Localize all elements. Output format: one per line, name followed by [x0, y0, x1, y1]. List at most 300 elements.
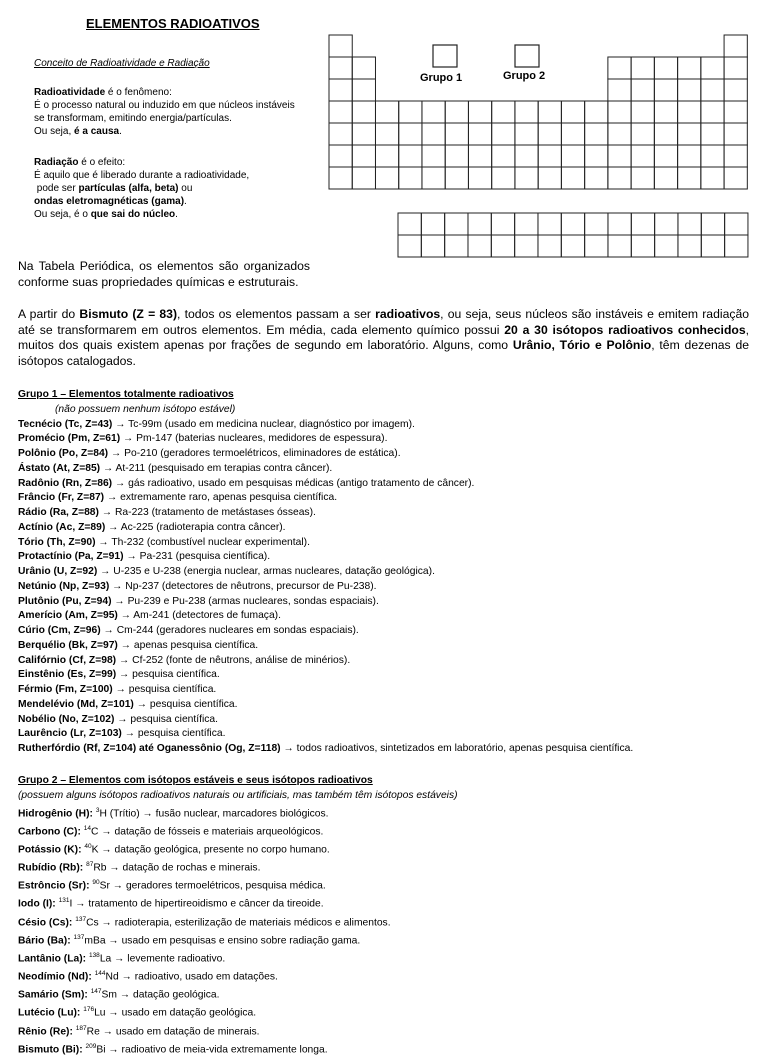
- radiation-line2-prefix: pode ser: [34, 183, 79, 194]
- list-item: [18, 840, 758, 858]
- element-description: → levemente radioativo.: [111, 953, 226, 965]
- mass-number: 209: [85, 1042, 97, 1050]
- radiation-line2-bold: partículas (alfa, beta): [78, 183, 179, 194]
- element-name: Lutécio (Lu):: [18, 1007, 81, 1019]
- table-cell: [655, 213, 678, 235]
- isotope-symbol: Lu: [94, 1007, 106, 1019]
- table-cell: [515, 101, 538, 123]
- table-cell: [352, 123, 375, 145]
- element-name: Césio (Cs):: [18, 916, 73, 928]
- element-name: Rênio (Re):: [18, 1025, 73, 1037]
- table-cell: [492, 145, 515, 167]
- table-cell: [538, 213, 561, 235]
- paragraph-part-5: , têm dezenas de isótopos catalogados.: [18, 338, 750, 368]
- radiation-line2-suffix: ou: [178, 183, 193, 194]
- mass-number: 138: [88, 951, 100, 959]
- mass-number: 90: [92, 879, 100, 887]
- table-cell: [538, 235, 561, 257]
- element-name: Cúrio (Cm, Z=96): [18, 625, 101, 636]
- list-item: [18, 521, 758, 536]
- element-description: → pesquisa científica.: [116, 669, 220, 681]
- table-cell: [352, 101, 375, 123]
- list-item: [18, 565, 758, 580]
- element-name: Nobélio (No, Z=102): [18, 713, 115, 725]
- isotope-symbol: Sm: [101, 989, 117, 1001]
- list-item: [18, 894, 758, 912]
- table-cell: [678, 145, 701, 167]
- table-cell: [678, 57, 701, 79]
- table-cell: [701, 123, 724, 145]
- concept-heading: Conceito de Radioatividade e Radiação: [34, 58, 210, 69]
- element-name: Potássio (K):: [18, 844, 82, 856]
- table-cell: [375, 167, 398, 189]
- element-name: Samário (Sm):: [18, 989, 88, 1001]
- element-description: → Tc-99m (usado em medicina nuclear, diagnóstico por imagem).: [112, 418, 415, 430]
- table-cell: [654, 167, 677, 189]
- list-item: [18, 639, 758, 654]
- list-item: [18, 985, 758, 1003]
- element-name: Lantânio (La):: [18, 953, 87, 965]
- element-name: Rubídio (Rb):: [18, 862, 84, 874]
- element-name: Bismuto (Bi):: [18, 1044, 83, 1056]
- list-item: [18, 418, 758, 433]
- element-description: → usado em datação de minerais.: [99, 1025, 260, 1037]
- table-cell: [399, 145, 422, 167]
- element-description: → Cm-244 (geradores nucleares em sondas espaciais).: [100, 625, 359, 636]
- element-description: → Th-232 (combustível nuclear experimental).: [95, 536, 310, 548]
- radiation-term: Radiação: [34, 157, 79, 168]
- table-cell: [468, 213, 491, 235]
- table-cell: [701, 167, 724, 189]
- element-description: → Ac-225 (radioterapia contra câncer).: [105, 521, 286, 533]
- table-cell: [422, 145, 445, 167]
- list-item: [18, 654, 758, 669]
- page-title: ELEMENTOS RADIOATIVOS: [86, 16, 260, 31]
- table-cell: [329, 35, 352, 57]
- table-cell: [654, 145, 677, 167]
- table-cell: [421, 235, 444, 257]
- table-cell: [329, 123, 352, 145]
- table-cell: [515, 123, 538, 145]
- table-cell: [724, 57, 747, 79]
- table-cell: [561, 101, 584, 123]
- element-name: Iodo (I):: [18, 898, 56, 910]
- element-name: Protactínio (Pa, Z=91): [18, 551, 124, 563]
- table-cell: [492, 123, 515, 145]
- mass-number: 176: [83, 1006, 95, 1014]
- element-description: → Pu-239 e Pu-238 (armas nucleares, sondas espaciais).: [111, 595, 379, 607]
- isotope-symbol: C: [91, 826, 99, 838]
- paragraph-bold-2: radioativos: [375, 307, 441, 321]
- mass-number: 137: [73, 933, 85, 941]
- group1-label: Grupo 1: [420, 72, 463, 84]
- element-description: → datação de rochas e minerais.: [106, 862, 261, 874]
- table-cell: [631, 235, 654, 257]
- table-cell: [608, 213, 631, 235]
- intro-paragraph: Na Tabela Periódica, os elementos são organizados conforme suas propriedades químicas e estruturais.: [18, 259, 310, 289]
- table-cell: [585, 101, 608, 123]
- table-cell: [654, 123, 677, 145]
- table-cell: [561, 123, 584, 145]
- table-cell: [631, 101, 654, 123]
- list-item: [18, 506, 758, 521]
- element-description: → Am-241 (detectores de fumaça).: [117, 610, 281, 622]
- mass-number: 3: [95, 806, 100, 814]
- element-name: Rádio (Ra, Z=88): [18, 507, 99, 518]
- table-cell: [701, 101, 724, 123]
- radioactivity-line2: se transformam, emitindo energia/partículas.: [34, 113, 232, 124]
- radiation-summary-prefix: Ou seja, é o: [34, 209, 91, 220]
- group1-heading: Grupo 1 – Elementos totalmente radioativos: [18, 389, 234, 400]
- table-cell: [492, 167, 515, 189]
- table-cell: [701, 79, 724, 101]
- table-cell: [352, 57, 375, 79]
- list-item: [18, 876, 758, 894]
- radiation-line3-bold: ondas eletromagnéticas (gama): [34, 196, 185, 207]
- table-cell: [329, 167, 352, 189]
- element-name: Einstênio (Es, Z=99): [18, 669, 117, 681]
- table-cell: [375, 145, 398, 167]
- group2-subheading: (possuem alguns isótopos radioativos naturais ou artificiais, mas também têm isótopos estáveis): [18, 789, 458, 801]
- table-cell: [608, 235, 631, 257]
- table-cell: [538, 123, 561, 145]
- radioactivity-summary-bold: é a causa: [74, 126, 120, 137]
- table-cell: [608, 57, 631, 79]
- group1-marker-box: [433, 45, 457, 67]
- isotope-symbol: La: [99, 953, 112, 965]
- table-cell: [608, 145, 631, 167]
- radiation-summary-bold: que sai do núcleo: [90, 209, 176, 220]
- table-cell: [678, 123, 701, 145]
- radioactivity-summary-prefix: Ou seja,: [34, 126, 75, 137]
- list-item: [18, 967, 758, 985]
- element-name: Frâncio (Fr, Z=87): [18, 492, 105, 504]
- list-item: [18, 804, 758, 822]
- list-item: [18, 580, 758, 595]
- table-cell: [701, 145, 724, 167]
- element-description: → pesquisa científica.: [112, 684, 217, 695]
- table-cell: [538, 101, 561, 123]
- element-name: Polônio (Po, Z=84): [18, 448, 109, 459]
- mass-number: 87: [86, 861, 94, 869]
- element-name: Neodímio (Nd):: [18, 971, 92, 983]
- isotope-symbol: mBa: [84, 935, 106, 947]
- paragraph-part-1: A partir do: [18, 307, 80, 321]
- group1-subheading: (não possuem nenhum isótopo estável): [55, 403, 236, 415]
- table-cell: [631, 213, 654, 235]
- table-cell: [445, 101, 468, 123]
- table-cell: [399, 167, 422, 189]
- element-description: → extremamente raro, apenas pesquisa científica.: [104, 492, 338, 504]
- table-cell: [422, 167, 445, 189]
- element-description: → Pm-147 (baterias nucleares, medidores de espessura).: [120, 433, 388, 445]
- radiation-line3-suffix: .: [184, 196, 187, 207]
- element-name: Hidrogênio (H):: [18, 807, 93, 819]
- table-cell: [724, 145, 747, 167]
- list-item: [18, 1022, 758, 1040]
- element-description: → pesquisa científica.: [114, 713, 218, 725]
- element-name: Plutônio (Pu, Z=94): [18, 595, 112, 607]
- list-item: [18, 742, 758, 757]
- list-item: [18, 491, 758, 506]
- list-item: [18, 931, 758, 949]
- group2-label: Grupo 2: [503, 70, 546, 82]
- table-cell: [724, 167, 747, 189]
- table-cell: [352, 145, 375, 167]
- mass-number: 131: [58, 897, 70, 905]
- radiation-summary-suffix: .: [175, 209, 178, 220]
- isotope-symbol: Nd: [105, 971, 119, 983]
- table-cell: [445, 145, 468, 167]
- element-description: → Ra-223 (tratamento de metástases ósseas).: [98, 507, 316, 518]
- isotope-symbol: Rb: [93, 862, 107, 874]
- table-cell: [421, 213, 444, 235]
- group2-marker-box: [515, 45, 539, 67]
- isotope-symbol: I: [69, 898, 73, 910]
- table-cell: [399, 101, 422, 123]
- table-cell: [329, 79, 352, 101]
- list-item: [18, 698, 758, 713]
- periodic-table-outline: [0, 0, 768, 270]
- element-name: Tecnécio (Tc, Z=43): [18, 418, 113, 430]
- table-cell: [725, 213, 748, 235]
- element-name: Bário (Ba):: [18, 935, 71, 947]
- table-cell: [468, 101, 491, 123]
- element-name: Promécio (Pm, Z=61): [18, 433, 121, 445]
- table-cell: [329, 145, 352, 167]
- list-item: [18, 668, 758, 683]
- element-name: Rutherfórdio (Rf, Z=104) até Oganessônio (Og, Z=118): [18, 743, 281, 754]
- table-cell: [725, 235, 748, 257]
- radiation-line1: É aquilo que é liberado durante a radioatividade,: [34, 170, 250, 181]
- table-cell: [701, 235, 724, 257]
- table-cell: [375, 101, 398, 123]
- list-item: [18, 683, 758, 698]
- table-cell: [445, 167, 468, 189]
- isotope-symbol: H: [99, 807, 107, 819]
- table-cell: [561, 167, 584, 189]
- element-description: → radioativo, usado em datações.: [118, 971, 278, 983]
- table-cell: [492, 101, 515, 123]
- group2-list: [18, 804, 758, 1058]
- table-cell: [329, 57, 352, 79]
- element-description: → Pa-231 (pesquisa científica).: [123, 551, 271, 563]
- radioactivity-line1: É o processo natural ou induzido em que núcleos instáveis: [34, 100, 295, 111]
- table-cell: [515, 145, 538, 167]
- element-description: (Trítio) → fusão nuclear, marcadores biológicos.: [106, 807, 329, 819]
- isotope-symbol: Sr: [99, 880, 110, 892]
- table-cell: [468, 167, 491, 189]
- table-cell: [491, 235, 514, 257]
- list-item: [18, 913, 758, 931]
- list-item: [18, 949, 758, 967]
- element-description: → geradores termoelétricos, pesquisa médica.: [109, 880, 326, 892]
- table-cell: [468, 145, 491, 167]
- table-cell: [422, 101, 445, 123]
- element-description: → pesquisa científica.: [121, 728, 226, 740]
- list-item: [18, 713, 758, 728]
- mass-number: 40: [84, 842, 92, 850]
- list-item: [18, 1040, 758, 1058]
- radiation-is: é o efeito:: [78, 157, 126, 168]
- group2-heading: Grupo 2 – Elementos com isótopos estáveis e seus isótopos radioativos: [18, 775, 373, 786]
- table-cell: [538, 145, 561, 167]
- table-cell: [678, 79, 701, 101]
- list-item: [18, 447, 758, 462]
- mass-number: 14: [83, 824, 92, 832]
- element-description: → gás radioativo, usado em pesquisas médicas (antigo tratamento de câncer).: [112, 477, 475, 489]
- element-description: → usado em datação geológica.: [105, 1007, 257, 1019]
- table-cell: [608, 123, 631, 145]
- radioactivity-summary-suffix: .: [119, 126, 122, 137]
- isotope-symbol: K: [91, 844, 99, 856]
- list-item: [18, 536, 758, 551]
- table-cell: [678, 213, 701, 235]
- element-description: → datação de fósseis e materiais arqueológicos.: [98, 826, 324, 838]
- element-description: → usado em pesquisas e ensino sobre radiação gama.: [105, 935, 361, 947]
- element-description: → U-235 e U-238 (energia nuclear, armas nucleares, datação geológica).: [97, 566, 435, 577]
- element-name: Férmio (Fm, Z=100): [18, 684, 113, 695]
- element-description: → At-211 (pesquisado em terapias contra câncer).: [100, 462, 333, 474]
- radioactivity-is: é o fenômeno:: [105, 87, 172, 98]
- table-cell: [678, 235, 701, 257]
- element-name: Mendelévio (Md, Z=101): [18, 698, 134, 710]
- paragraph-bold-3: 20 a 30 isótopos radioativos conhecidos: [504, 322, 746, 337]
- list-item: [18, 550, 758, 565]
- list-item: [18, 432, 758, 447]
- element-name: Urânio (U, Z=92): [18, 566, 98, 577]
- paragraph-part-4: , muitos dos quais existem apenas por frações de segundo em laboratório. Alguns, como: [18, 322, 750, 352]
- table-cell: [678, 101, 701, 123]
- element-name: Califórnio (Cf, Z=98): [18, 654, 117, 666]
- table-cell: [561, 235, 584, 257]
- table-cell: [561, 145, 584, 167]
- element-description: → todos radioativos, sintetizados em laboratório, apenas pesquisa científica.: [280, 743, 634, 754]
- table-cell: [445, 123, 468, 145]
- list-item: [18, 462, 758, 477]
- isotope-symbol: Cs: [86, 916, 99, 928]
- table-cell: [398, 235, 421, 257]
- list-item: [18, 595, 758, 610]
- element-description: → Cf-252 (fonte de nêutrons, análise de minérios).: [116, 654, 351, 666]
- element-description: → apenas pesquisa científica.: [117, 639, 259, 651]
- table-cell: [515, 213, 538, 235]
- element-name: Netúnio (Np, Z=93): [18, 580, 110, 592]
- table-cell: [701, 213, 724, 235]
- table-cell: [724, 79, 747, 101]
- table-cell: [468, 235, 491, 257]
- table-cell: [352, 167, 375, 189]
- list-item: [18, 477, 758, 492]
- isotope-symbol: Bi: [96, 1044, 106, 1056]
- mass-number: 187: [75, 1024, 87, 1032]
- isotope-symbol: Re: [86, 1025, 100, 1037]
- table-cell: [608, 79, 631, 101]
- table-cell: [631, 123, 654, 145]
- list-item: [18, 624, 758, 639]
- table-cell: [585, 123, 608, 145]
- table-cell: [724, 101, 747, 123]
- element-name: Berquélio (Bk, Z=97): [18, 639, 118, 651]
- list-item: [18, 822, 758, 840]
- table-cell: [515, 167, 538, 189]
- element-name: Ástato (At, Z=85): [18, 462, 101, 474]
- periodic-table-cells: [329, 35, 748, 257]
- table-cell: [701, 57, 724, 79]
- element-name: Radônio (Rn, Z=86): [18, 477, 113, 489]
- mass-number: 147: [90, 988, 102, 996]
- table-cell: [631, 167, 654, 189]
- element-description: → pesquisa científica.: [133, 698, 238, 710]
- element-description: → tratamento de hipertireoidismo e câncer da tireoide.: [72, 898, 324, 910]
- mass-number: 137: [75, 915, 87, 923]
- table-cell: [608, 101, 631, 123]
- table-cell: [654, 57, 677, 79]
- element-description: → Po-210 (geradores termoelétricos, eliminadores de estática).: [108, 448, 401, 459]
- group1-list: [18, 418, 758, 757]
- table-cell: [491, 213, 514, 235]
- table-cell: [422, 123, 445, 145]
- bismuth-paragraph: [18, 307, 749, 369]
- element-description: → datação geológica.: [117, 989, 220, 1001]
- table-cell: [561, 213, 584, 235]
- table-cell: [585, 213, 608, 235]
- table-cell: [329, 101, 352, 123]
- table-cell: [631, 145, 654, 167]
- table-cell: [631, 79, 654, 101]
- element-description: → datação geológica, presente no corpo humano.: [98, 844, 330, 856]
- table-cell: [631, 57, 654, 79]
- list-item: [18, 609, 758, 624]
- group1-section: [18, 388, 758, 757]
- element-name: Laurêncio (Lr, Z=103): [18, 728, 122, 740]
- element-name: Carbono (C):: [18, 826, 81, 838]
- element-description: → radioterapia, esterilização de materiais médicos e alimentos.: [98, 916, 391, 928]
- table-cell: [468, 123, 491, 145]
- table-cell: [538, 167, 561, 189]
- table-cell: [375, 123, 398, 145]
- table-cell: [655, 235, 678, 257]
- element-name: Estrôncio (Sr):: [18, 880, 90, 892]
- list-item: [18, 1003, 758, 1021]
- table-cell: [724, 123, 747, 145]
- table-cell: [585, 145, 608, 167]
- element-name: Tório (Th, Z=90): [18, 536, 96, 548]
- list-item: [18, 858, 758, 876]
- element-name: Actínio (Ac, Z=89): [18, 521, 106, 533]
- mass-number: 144: [94, 970, 106, 978]
- radioactivity-term: Radioatividade: [34, 87, 106, 98]
- list-item: [18, 727, 758, 742]
- table-cell: [724, 35, 747, 57]
- table-cell: [678, 167, 701, 189]
- table-cell: [585, 235, 608, 257]
- element-name: Amerício (Am, Z=95): [18, 610, 118, 622]
- element-description: → radioativo de meia-vida extremamente longa.: [105, 1044, 328, 1056]
- paragraph-bold-4: Urânio, Tório e Polônio: [512, 338, 652, 352]
- table-cell: [515, 235, 538, 257]
- table-cell: [445, 235, 468, 257]
- group2-section: [18, 774, 758, 1058]
- paragraph-bold-1: Bismuto (Z = 83): [79, 307, 178, 321]
- table-cell: [352, 79, 375, 101]
- table-cell: [399, 123, 422, 145]
- table-cell: [445, 213, 468, 235]
- paragraph-part-2: , todos os elementos passam a ser: [177, 307, 376, 321]
- table-cell: [608, 167, 631, 189]
- table-cell: [654, 79, 677, 101]
- table-cell: [398, 213, 421, 235]
